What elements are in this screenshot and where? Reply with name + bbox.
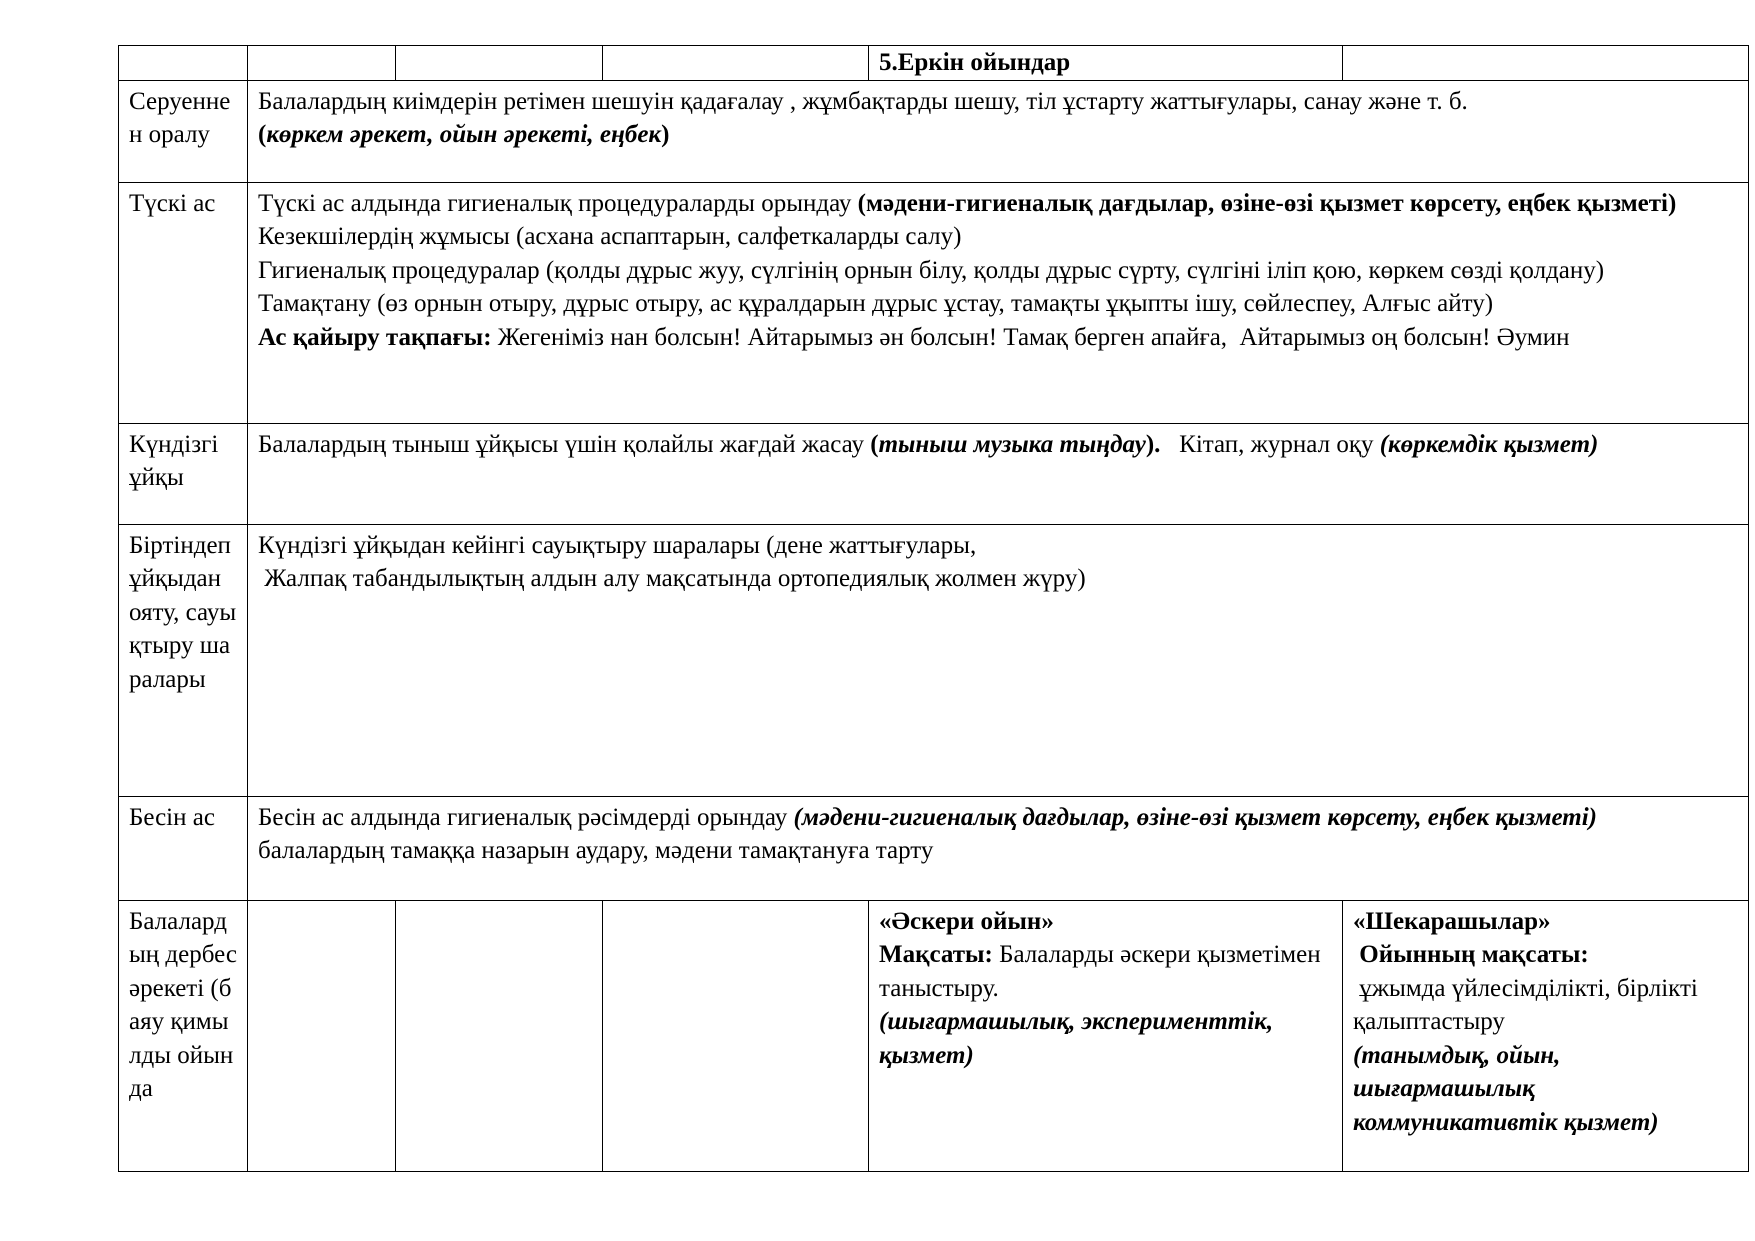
row-label: Біртіндеп ұйқыдан ояту, сауықтыру шаралары xyxy=(119,524,248,796)
content-line: Балалардың тыныш ұйқысы үшін қолайлы жағдай жасау (тыныш музыка тыңдау). Кітап, журнал оқу (көркемдік қызмет) xyxy=(258,430,1599,458)
header-cell-empty xyxy=(396,46,603,81)
content-line: Бесін ас алдында гигиеналық рәсімдерді орындау (мәдени-гигиеналық дағдылар, өзіне-өзі қызмет көрсету, еңбек қызметі) xyxy=(258,803,1597,831)
empty-cell xyxy=(248,900,396,1171)
empty-cell xyxy=(603,900,869,1171)
row-label: Балалардың дербес әрекеті (баяу қимылды ойында xyxy=(119,900,248,1171)
schedule-row xyxy=(119,423,1749,524)
row-label: Күндізгі ұйқы xyxy=(119,423,248,524)
game-goal-label: Ойынның мақсаты: xyxy=(1353,941,1589,968)
header-cell-empty xyxy=(248,46,396,81)
header-cell-empty xyxy=(1343,46,1749,81)
schedule-row xyxy=(119,524,1749,796)
header-cell-empty xyxy=(119,46,248,81)
game-title: «Әскери ойын» xyxy=(879,907,1054,935)
game-goal: Мақсаты: Балаларды әскери қызметімен таныстыру. xyxy=(879,941,1327,1002)
row-content xyxy=(248,423,1749,524)
content-line: Ас қайыру тақпағы: Жегеніміз нан болсын! Айтарымыз ән болсын! Тамақ берген апайға, Айтарымыз оң болсын! Әумин xyxy=(258,323,1570,351)
content-line: Күндізгі ұйқыдан кейінгі сауықтыру шаралары (дене жаттығулары, xyxy=(258,531,977,559)
game-title: «Шекарашылар» xyxy=(1353,907,1551,935)
schedule-row xyxy=(119,900,1749,1171)
game-activity: (танымдық, ойын, шығармашылық коммуникативтік қызмет) xyxy=(1353,1041,1659,1136)
daily-schedule-table xyxy=(118,45,1749,1172)
content-line: Кезекшілердің жұмысы (асхана аспаптарын, салфеткаларды салу) xyxy=(258,223,962,250)
row-label: Түскі ас xyxy=(119,182,248,423)
content-line: Жалпақ табандылықтың алдын алу мақсатында ортопедиялық жолмен жүру) xyxy=(258,565,1086,592)
content-line: Тамақтану (өз орнын отыру, дұрыс отыру, ас құралдарын дұрыс ұстау, тамақты ұқыпты ішу, сөйлеспеу, Алғыс айту) xyxy=(258,290,1494,317)
content-line: балалардың тамаққа назарын аудару, мәдени тамақтануға тарту xyxy=(258,837,934,864)
schedule-row xyxy=(119,80,1749,182)
schedule-row xyxy=(119,182,1749,423)
row-label: Серуеннен оралу xyxy=(119,80,248,182)
content-line: Балалардың киімдерін ретімен шешуін қадағалау , жұмбақтарды шешу, тіл ұстарту жаттығулары, санау және т. б. xyxy=(258,87,1468,115)
section-title: 5.Еркін ойындар xyxy=(869,46,1343,81)
row-content xyxy=(248,796,1749,900)
schedule-row xyxy=(119,796,1749,900)
game-cell xyxy=(1343,900,1749,1171)
row-label: Бесін ас xyxy=(119,796,248,900)
content-line: Гигиеналық процедуралар (қолды дұрыс жуу, сүлгінің орнын білу, қолды дұрыс сүрту, сүлгіні іліп қою, көркем сөзді қолдану) xyxy=(258,256,1605,284)
game-goal: ұжымда үйлесімділікті, бірлікті қалыптастыру xyxy=(1353,974,1705,1035)
game-cell xyxy=(869,900,1343,1171)
row-content xyxy=(248,182,1749,423)
row-content xyxy=(248,80,1749,182)
game-activity: (шығармашылық, эксперименттік, қызмет) xyxy=(879,1008,1274,1069)
empty-cell xyxy=(396,900,603,1171)
header-row xyxy=(119,46,1749,81)
header-cell-empty xyxy=(603,46,869,81)
content-line: Түскі ас алдында гигиеналық процедураларды орындау (мәдени-гигиеналық дағдылар, өзіне-өзі қызмет көрсету, еңбек қызметі) xyxy=(258,189,1677,217)
row-content xyxy=(248,524,1749,796)
content-line: (көркем әрекет, ойын әрекеті, еңбек) xyxy=(258,121,670,148)
